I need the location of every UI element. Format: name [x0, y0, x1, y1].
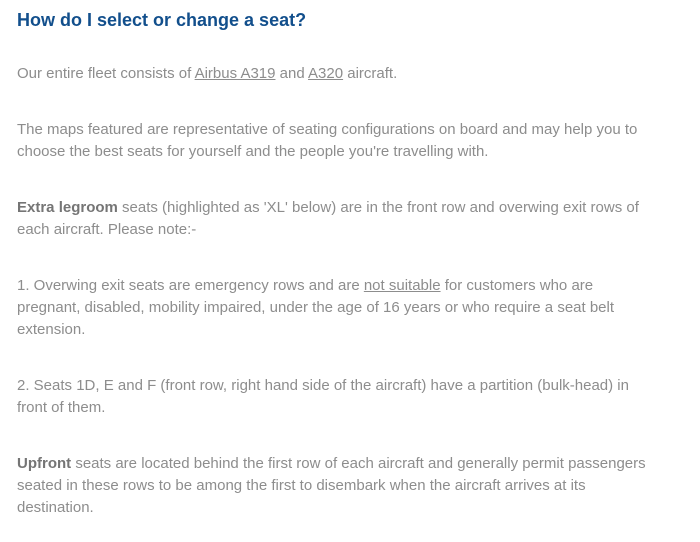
- not-suitable-emphasis: not suitable: [363, 277, 441, 294]
- upfront-label: Upfront: [17, 455, 72, 472]
- extra-legroom-paragraph: [17, 197, 690, 241]
- text-segment: aircraft.: [343, 65, 398, 82]
- upfront-paragraph: [17, 453, 690, 519]
- fleet-paragraph: [17, 63, 690, 85]
- text-segment: The maps featured are representative of seating configurations on board and may help you to: [17, 121, 638, 138]
- note-1-paragraph: [17, 275, 690, 341]
- text-segment: seats (highlighted as 'XL' below) are in the front row and overwing exit rows of: [117, 199, 639, 216]
- text-segment: seated in these rows to be among the first to disembark when the aircraft arrives at its: [17, 477, 586, 494]
- note-2-paragraph: [17, 375, 690, 419]
- text-segment: pregnant, disabled, mobility impaired, under the age of 16 years or who require a seat belt: [17, 299, 615, 316]
- seat-maps-paragraph: [17, 119, 690, 163]
- text-segment: front of them.: [17, 399, 106, 416]
- text-segment: extension.: [17, 321, 86, 338]
- text-segment: Our entire fleet consists of: [17, 65, 195, 82]
- text-segment: destination.: [17, 499, 94, 516]
- text-segment: each aircraft. Please note:-: [17, 221, 197, 238]
- text-segment: for customers who are: [440, 277, 594, 294]
- text-segment: seats are located behind the first row of each aircraft and generally permit passengers: [71, 455, 646, 472]
- page-title: How do I select or change a seat?: [17, 10, 307, 30]
- a320-link[interactable]: A320: [308, 65, 344, 82]
- text-segment: 1. Overwing exit seats are emergency rows and are: [17, 277, 364, 294]
- text-segment: 2. Seats 1D, E and F (front row, right hand side of the aircraft) have a partition (bulk-head) in: [17, 377, 629, 394]
- text-segment: choose the best seats for yourself and the people you're travelling with.: [17, 143, 489, 160]
- airbus-a319-link[interactable]: Airbus A319: [194, 65, 276, 82]
- text-segment: and: [275, 65, 309, 82]
- extra-legroom-label: Extra legroom: [17, 199, 118, 216]
- faq-paragraphs: [17, 63, 690, 519]
